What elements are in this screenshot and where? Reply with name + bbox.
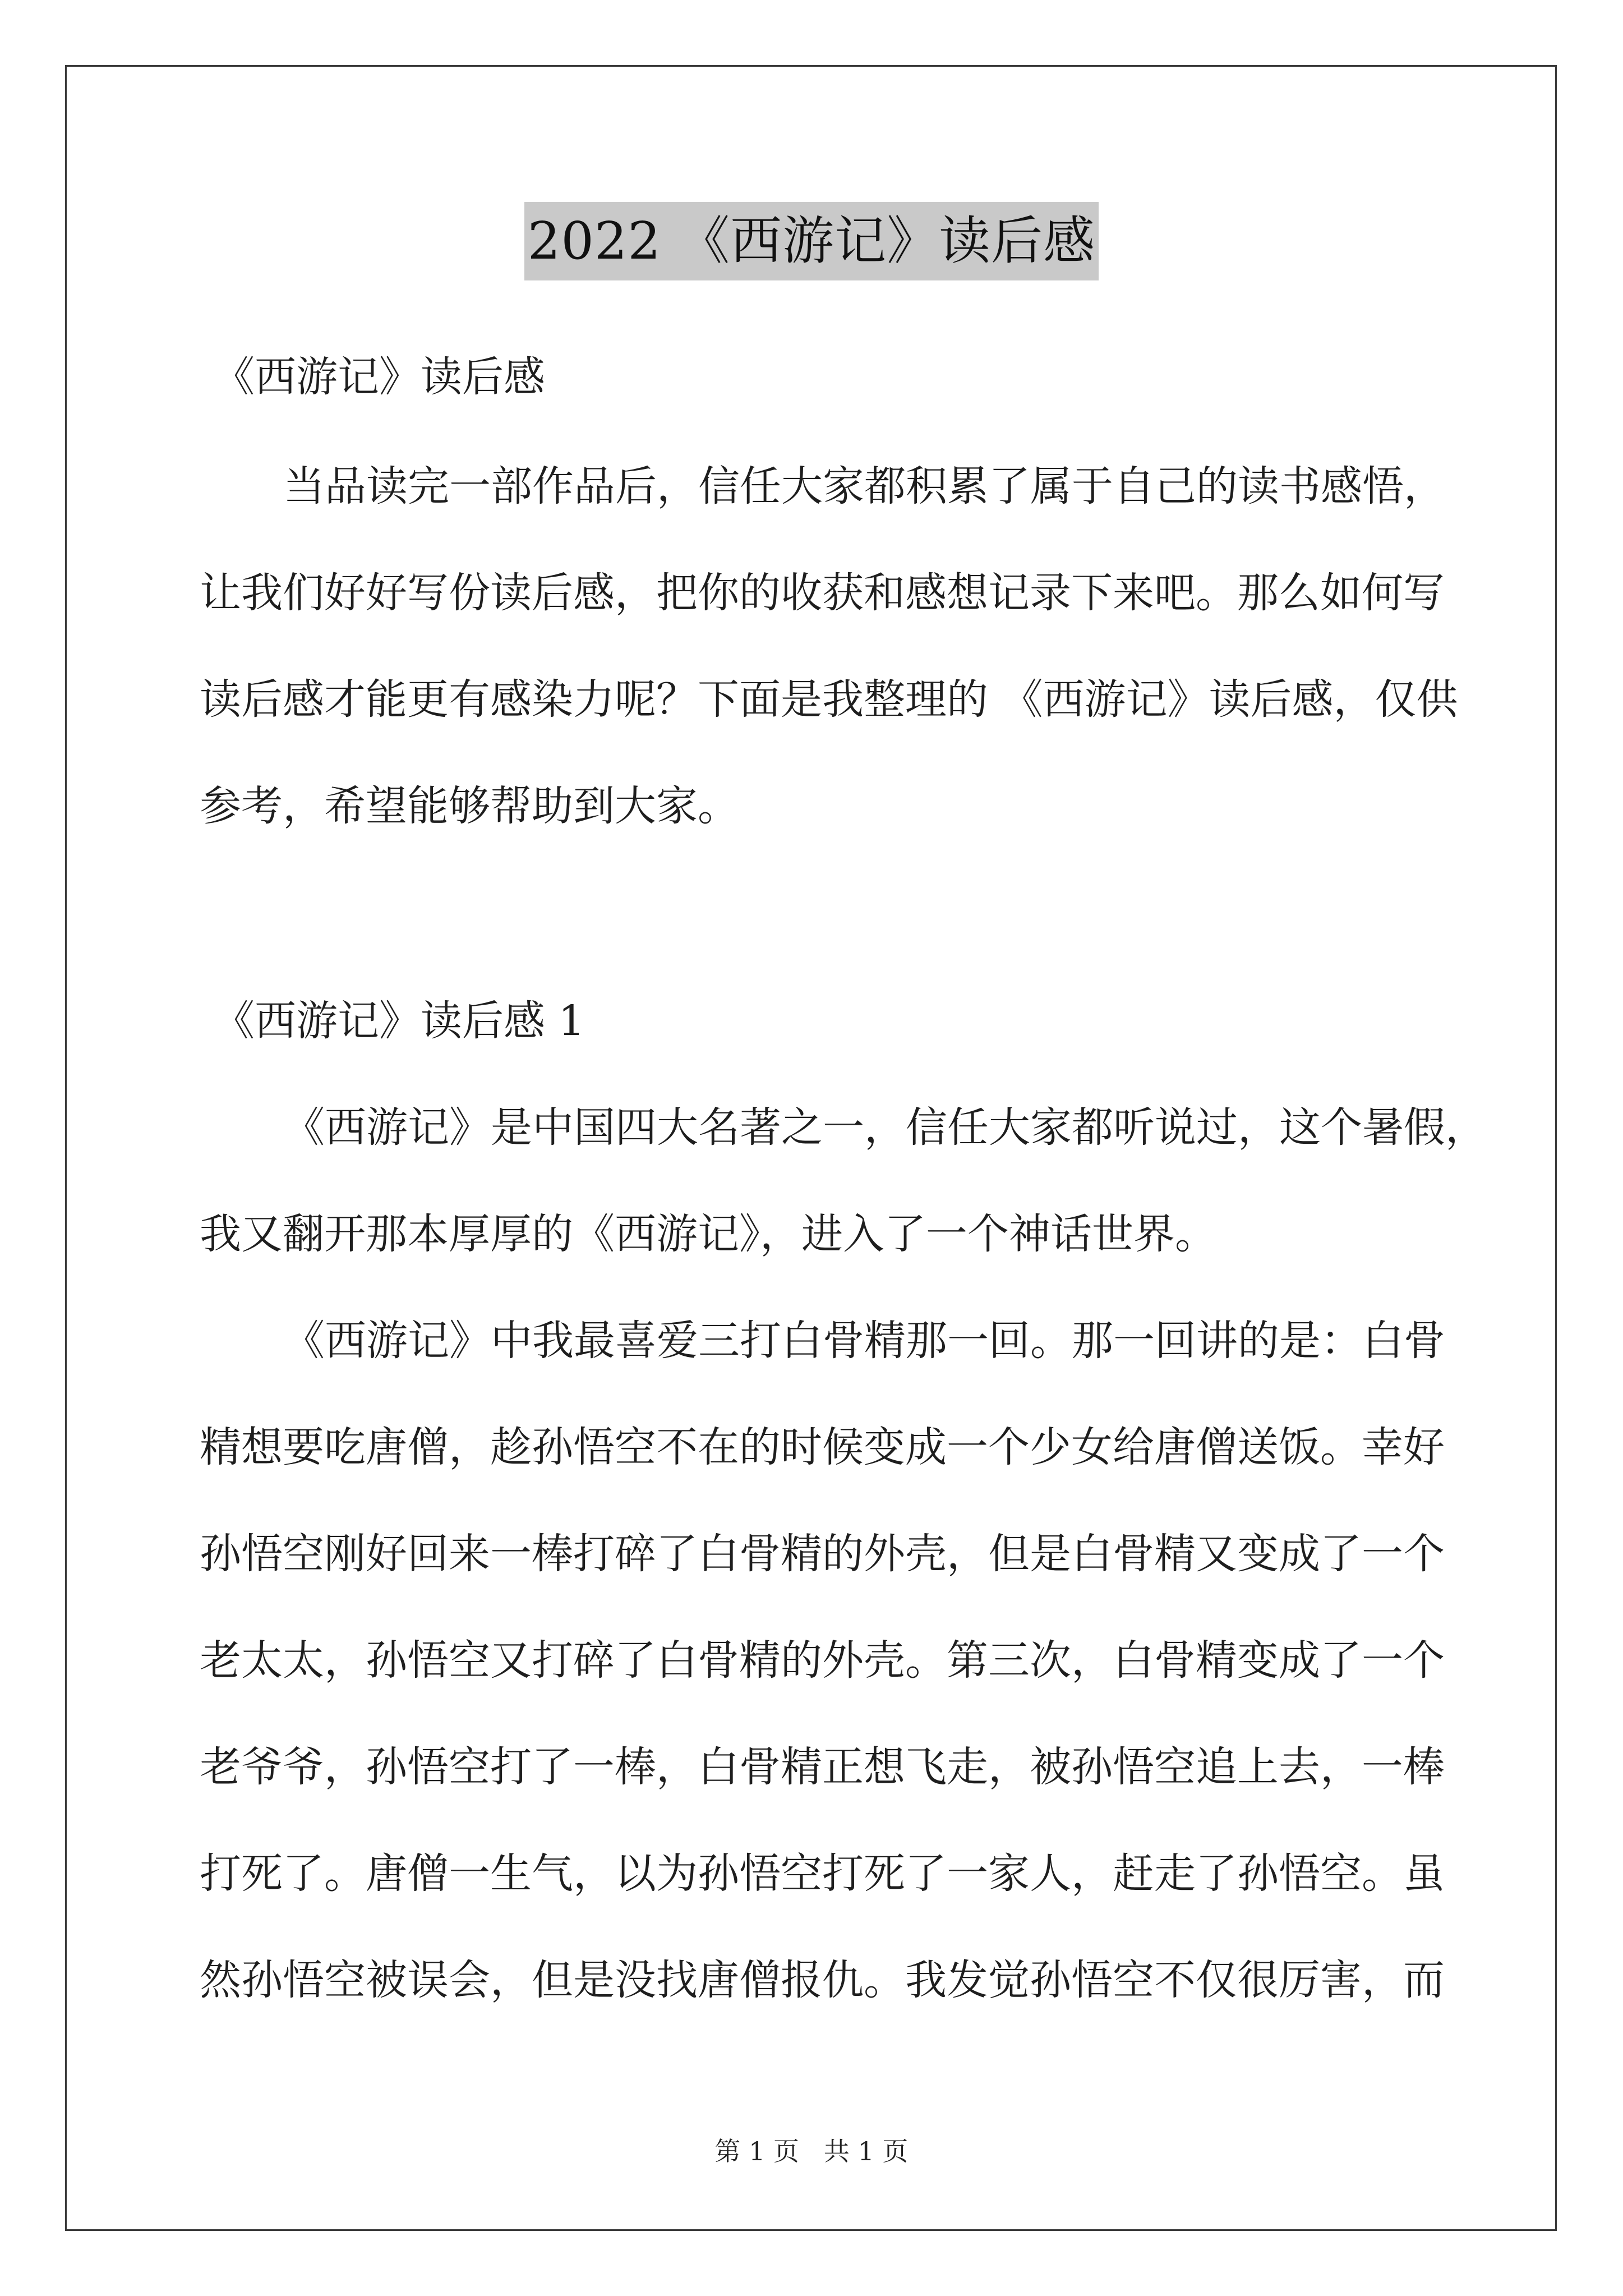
paragraph-line: 老爷爷，孙悟空打了一棒，白骨精正想飞走，被孙悟空追上去，一棒 [200, 1743, 1445, 1791]
document-title: 2022 《西游记》读后感 [524, 202, 1099, 280]
paragraph-line: 我又翻开那本厚厚的《西游记》，进入了一个神话世界。 [200, 1210, 1216, 1258]
paragraph-line: 《西游记》中我最喜爱三打白骨精那一回。那一回讲的是：白骨 [283, 1317, 1445, 1365]
intro-line: 当品读完一部作品后，信任大家都积累了属于自己的读书感悟， [283, 462, 1445, 510]
intro-line: 让我们好好写份读后感，把你的收获和感想记录下来吧。那么如何写 [200, 569, 1445, 617]
paragraph-line: 然孙悟空被误会，但是没找唐僧报仇。我发觉孙悟空不仅很厉害，而 [200, 1956, 1445, 2004]
page-footer: 第 1 页 共 1 页 [714, 2136, 909, 2166]
section-heading: 《西游记》读后感 1 [213, 997, 585, 1045]
intro-heading: 《西游记》读后感 [213, 353, 545, 401]
paragraph-line: 孙悟空刚好回来一棒打碎了白骨精的外壳，但是白骨精又变成了一个 [200, 1530, 1445, 1578]
paragraph-line: 打死了。唐僧一生气，以为孙悟空打死了一家人，赶走了孙悟空。虽 [200, 1849, 1445, 1898]
paragraph-line: 精想要吃唐僧，趁孙悟空不在的时候变成一个少女给唐僧送饭。幸好 [200, 1423, 1445, 1471]
paragraph-line: 《西游记》是中国四大名著之一，信任大家都听说过，这个暑假， [283, 1103, 1487, 1152]
intro-line: 读后感才能更有感染力呢？下面是我整理的 《西游记》读后感，仅供 [200, 675, 1458, 724]
intro-line: 参考，希望能够帮助到大家。 [200, 782, 739, 830]
paragraph-line: 老太太，孙悟空又打碎了白骨精的外壳。第三次，白骨精变成了一个 [200, 1636, 1445, 1685]
title-container [0, 202, 1623, 280]
